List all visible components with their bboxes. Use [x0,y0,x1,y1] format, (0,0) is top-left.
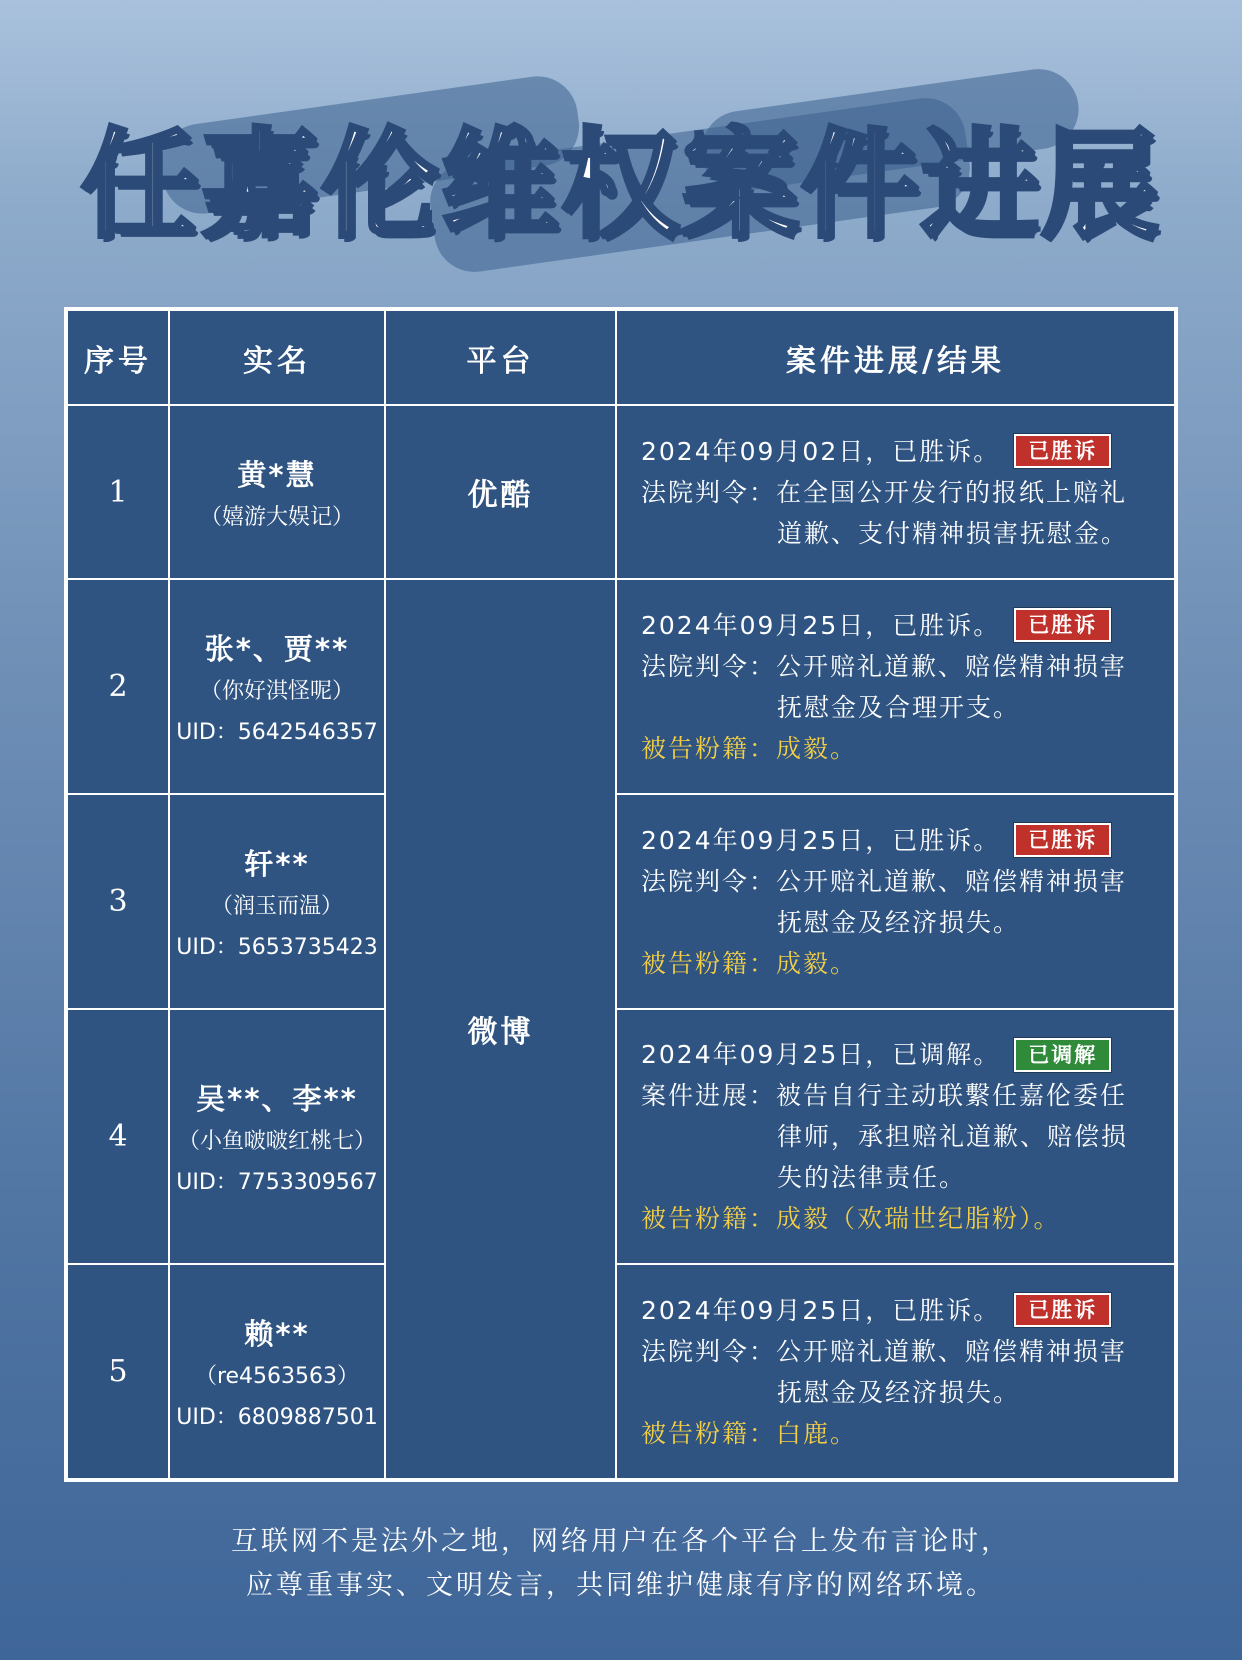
defendant-nickname: （小鱼啵啵红桃七） [177,1129,376,1154]
defendant-uid: UID：7753309567 [176,1170,378,1195]
detail-text: 律师，承担赔礼道歉、赔偿损 [777,1122,1129,1151]
row-index: 2 [108,669,128,704]
detail-text: 公开赔礼道歉、赔偿精神损害 [776,1336,1128,1366]
detail-text: 失的法律责任。 [777,1163,967,1192]
progress-cell [617,580,1174,793]
fan-label: 被告粉籍： [641,948,777,978]
header-platform: 平台 [466,343,535,379]
case-date-status: 2024年09月25日，已胜诉。 [641,610,1001,640]
case-date-status: 2024年09月25日，已调解。 [641,1040,1001,1069]
row-index: 3 [108,884,128,919]
detail-label: 法院判令： [641,866,777,896]
defendant-name: 轩** [244,847,310,881]
progress-cell [617,795,1174,1008]
detail-text: 被告自行主动联繫任嘉伦委任 [776,1081,1128,1110]
platform-weibo: 微博 [467,1015,534,1050]
status-badge: 已胜诉 [1014,1293,1111,1327]
case-table [64,307,1178,1482]
defendant-uid: UID：6809887501 [176,1405,378,1430]
fan-label: 被告粉籍： [641,733,777,763]
defendant-name: 赖** [244,1317,310,1351]
defendant-name: 张*、贾** [204,632,350,666]
detail-text: 道歉、支付精神损害抚慰金。 [777,518,1129,548]
defendant-nickname: （润玉而温） [210,894,343,919]
row-index: 1 [108,474,128,510]
case-date-status: 2024年09月25日，已胜诉。 [641,1295,1001,1325]
row-index: 5 [108,1354,128,1389]
page-title: 任嘉伦维权案件进展 [80,116,1161,254]
defendant-uid: UID：5642546357 [176,720,378,745]
detail-text: 抚慰金及经济损失。 [777,1377,1021,1407]
case-date-status: 2024年09月02日，已胜诉。 [641,436,1001,466]
status-badge: 已胜诉 [1014,608,1111,642]
status-badge: 已胜诉 [1014,434,1111,468]
detail-text: 抚慰金及合理开支。 [777,692,1021,722]
status-badge: 已胜诉 [1014,823,1111,857]
row-index: 4 [108,1119,128,1154]
detail-text: 公开赔礼道歉、赔偿精神损害 [776,651,1128,681]
title-area [0,60,1242,260]
fan-value: 白鹿。 [776,1418,858,1448]
header-index: 序号 [84,343,152,379]
defendant-nickname: （你好淇怪呢） [199,679,354,704]
fan-value: 成毅（欢瑞世纪脂粉）。 [776,1204,1061,1233]
row-name-cell [170,1265,384,1478]
header-progress: 案件进展/结果 [786,343,1005,379]
defendant-name: 黄*慧 [237,458,317,492]
progress-cell [617,406,1174,578]
fan-value: 成毅。 [776,733,858,763]
fan-label: 被告粉籍： [641,1418,777,1448]
defendant-nickname: （re4563563） [194,1364,360,1389]
progress-cell [617,1010,1174,1263]
detail-text: 公开赔礼道歉、赔偿精神损害 [776,866,1128,896]
footer-line: 应尊重事实、文明发言，共同维护健康有序的网络环境。 [246,1570,996,1601]
defendant-name: 吴**、李** [196,1082,358,1116]
row-name-cell [170,1010,384,1263]
platform-youku: 优酷 [467,478,534,513]
case-date-status: 2024年09月25日，已胜诉。 [641,825,1001,855]
progress-cell [617,1265,1174,1478]
status-badge: 已调解 [1014,1038,1111,1072]
detail-text: 在全国公开发行的报纸上赔礼 [776,477,1128,507]
fan-label: 被告粉籍： [641,1204,777,1233]
defendant-nickname: （嬉游大娱记） [199,505,354,530]
detail-label: 法院判令： [641,1336,777,1366]
row-name-cell [170,406,384,578]
defendant-uid: UID：5653735423 [176,935,378,960]
detail-label: 案件进展： [641,1081,777,1110]
row-name-cell [170,795,384,1008]
detail-label: 法院判令： [641,477,777,507]
row-name-cell [170,580,384,793]
header-name: 实名 [243,343,311,379]
fan-value: 成毅。 [776,948,858,978]
detail-label: 法院判令： [641,651,777,681]
footer-line: 互联网不是法外之地，网络用户在各个平台上发布言论时， [231,1526,1011,1557]
detail-text: 抚慰金及经济损失。 [777,907,1021,937]
footer-notice [0,1520,1242,1608]
